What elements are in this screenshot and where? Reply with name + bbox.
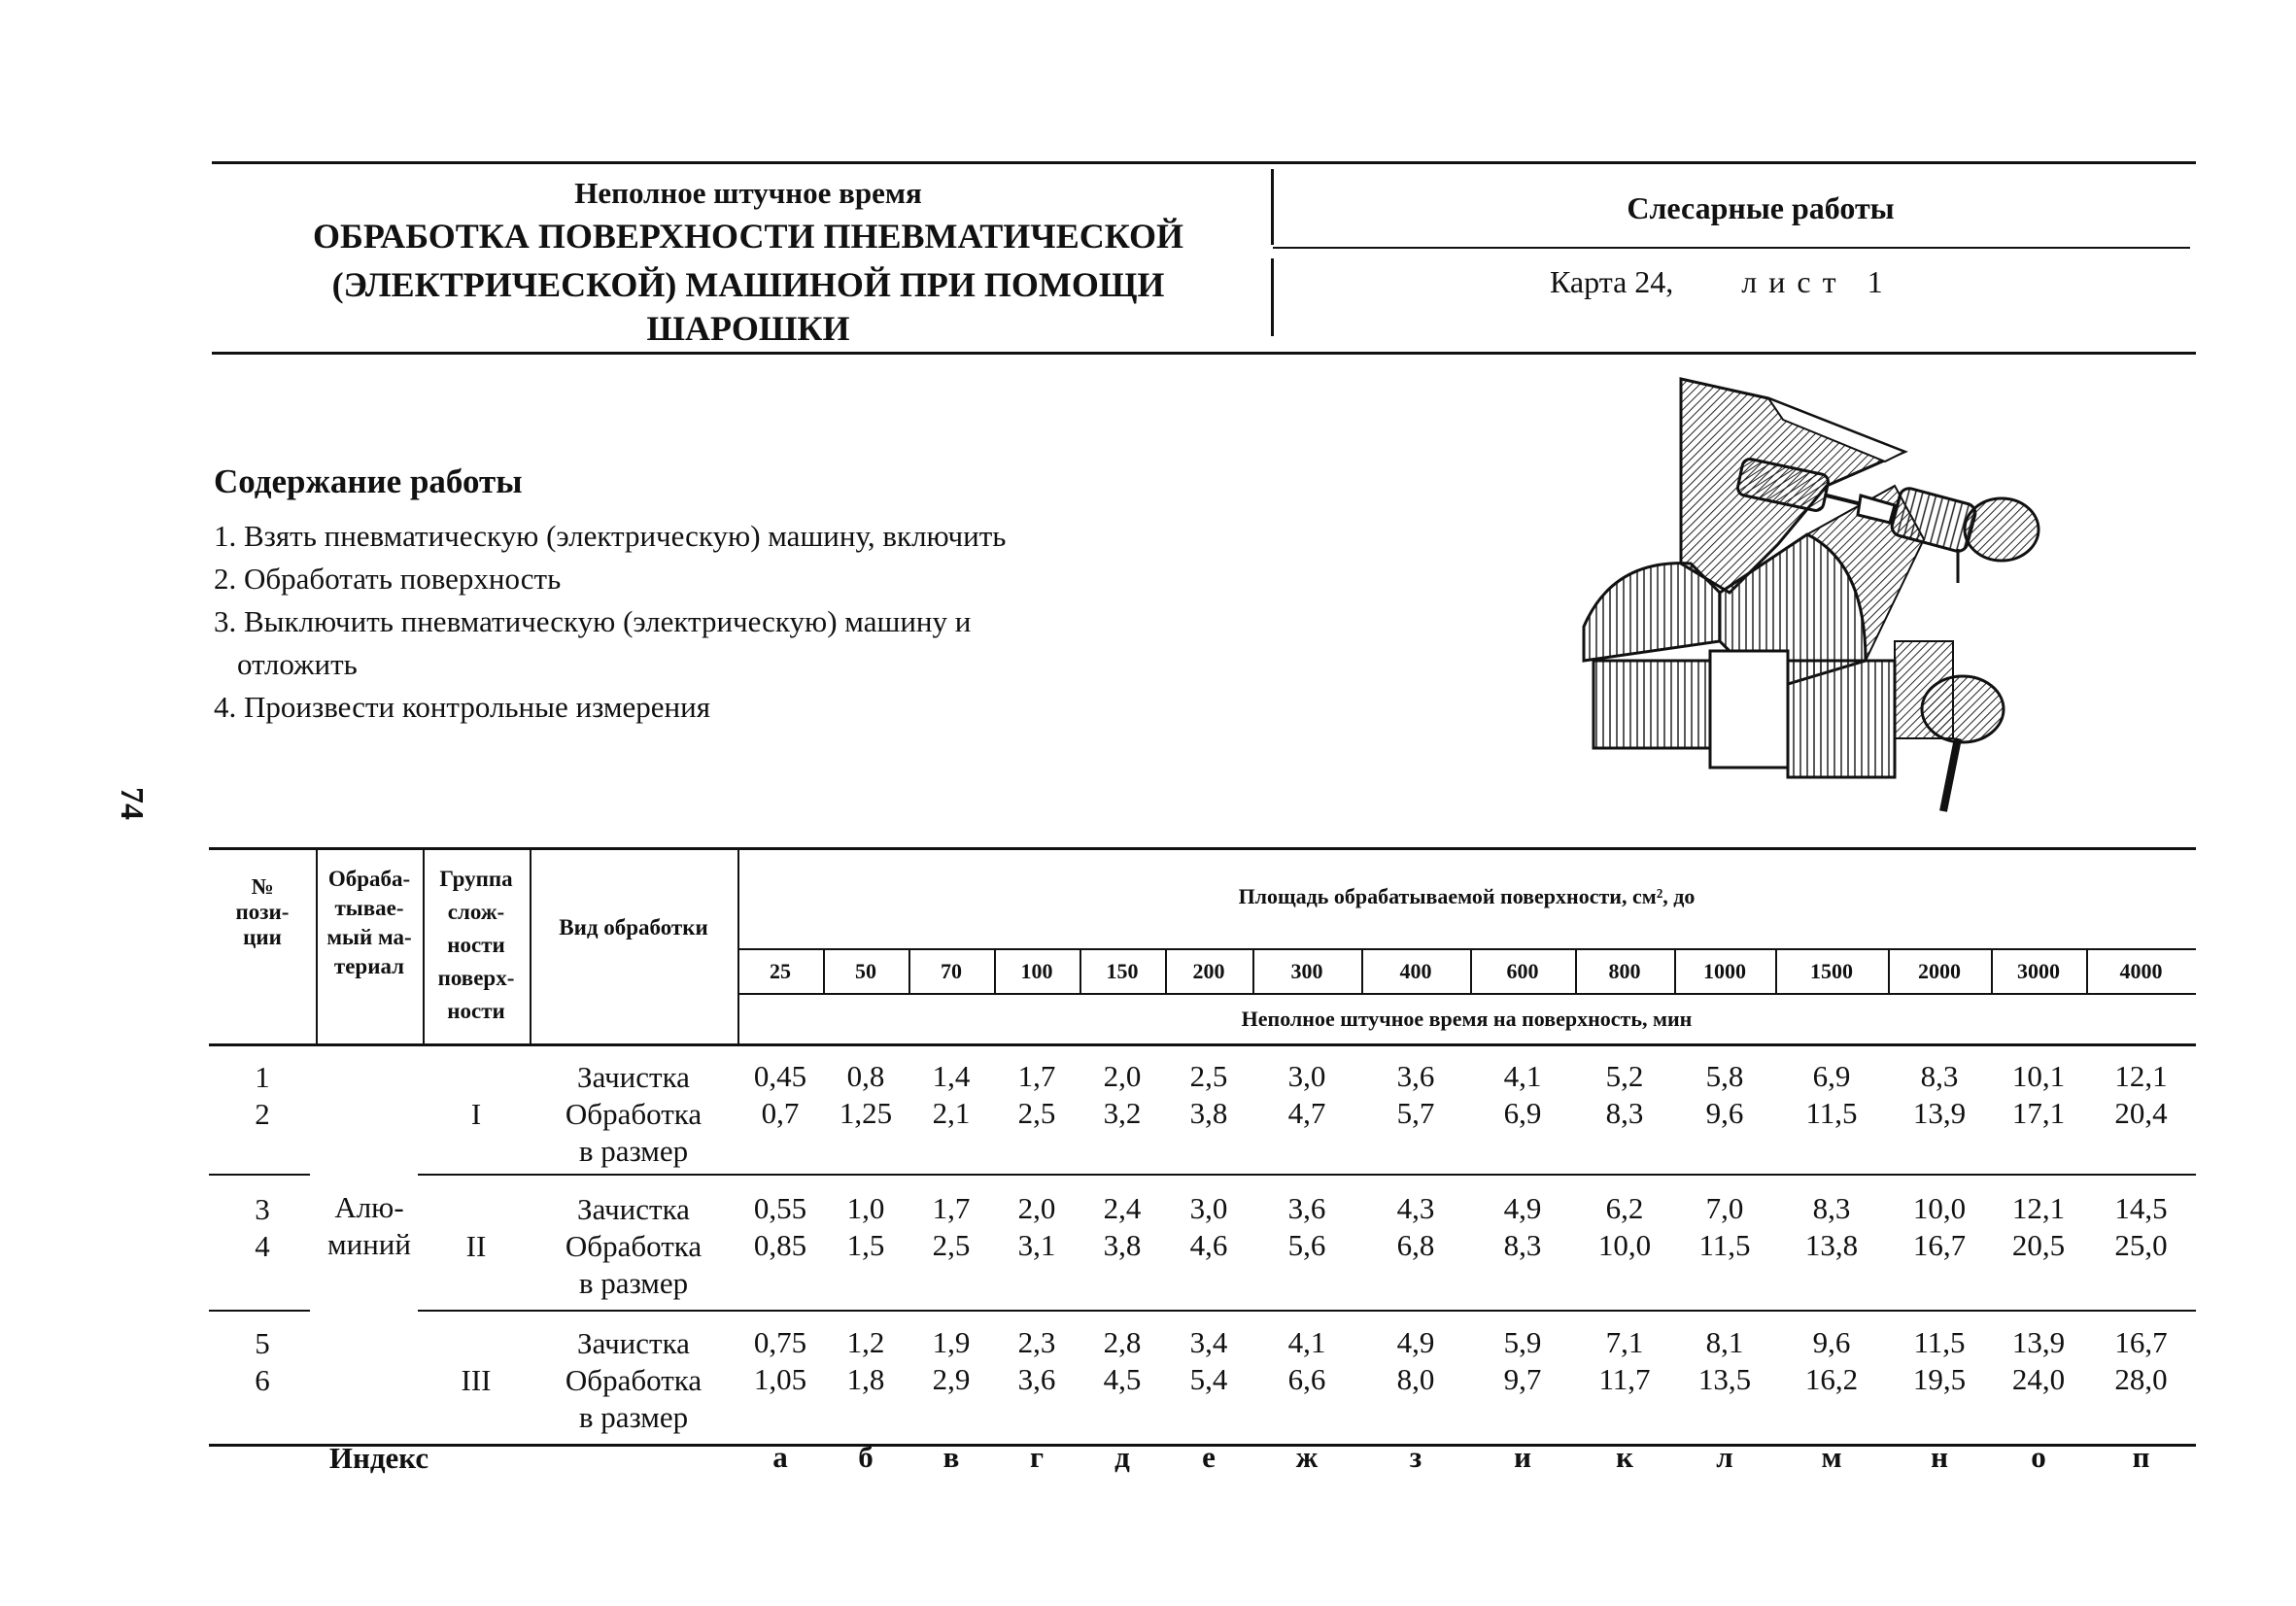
- time-header: Неполное штучное время на поверхность, мин: [1241, 1007, 1693, 1031]
- time-value-cell: 9,6: [1705, 1096, 1744, 1130]
- card-number: Карта 24,: [1550, 264, 1674, 299]
- time-value-cell: 3,6: [1017, 1362, 1056, 1396]
- time-value-cell: 4,1: [1287, 1325, 1326, 1359]
- time-value-cell: 2,8: [1103, 1325, 1142, 1359]
- area-column-divider: [1674, 948, 1676, 995]
- index-letter-cell: в: [942, 1440, 960, 1474]
- time-value-cell: 8,1: [1705, 1325, 1744, 1359]
- complexity-group-label: III: [461, 1363, 492, 1397]
- header-bottom-rule: [212, 352, 2196, 355]
- header-title-line-3: ШАРОШКИ: [646, 309, 850, 348]
- area-column-divider: [1361, 948, 1363, 995]
- group-2-rule-left: [209, 1310, 310, 1312]
- time-value-cell: 6,9: [1812, 1059, 1851, 1093]
- area-column-divider: [1079, 948, 1081, 995]
- time-value-cell: 3,2: [1103, 1096, 1142, 1130]
- group-header-line: ности: [447, 933, 505, 957]
- time-value-cell: 6,8: [1396, 1228, 1435, 1262]
- position-header-line: ции: [243, 925, 282, 949]
- area-value-cell: 150: [1106, 959, 1139, 983]
- time-value-cell: 4,7: [1287, 1096, 1326, 1130]
- card-label: [1550, 264, 1895, 300]
- time-value-cell: 5,2: [1605, 1059, 1644, 1093]
- time-value-cell: 16,7: [2114, 1325, 2168, 1359]
- area-value-cell: 600: [1506, 959, 1539, 983]
- time-value-cell: 12,1: [2011, 1191, 2066, 1225]
- time-value-cell: 4,6: [1189, 1228, 1228, 1262]
- header-title-line-2: (ЭЛЕКТРИЧЕСКОЙ) МАШИНОЙ ПРИ ПОМОЩИ: [331, 265, 1165, 304]
- time-value-cell: 4,1: [1503, 1059, 1542, 1093]
- time-value-cell: 20,4: [2114, 1096, 2168, 1130]
- area-value-cell: 2000: [1918, 959, 1961, 983]
- index-letter-cell: ж: [1295, 1440, 1319, 1474]
- index-letter-cell: о: [2031, 1440, 2046, 1474]
- processing-kind-label: в размер: [578, 1400, 689, 1434]
- time-value-cell: 2,0: [1103, 1059, 1142, 1093]
- time-value-cell: 19,5: [1912, 1362, 1967, 1396]
- time-value-cell: 2,9: [932, 1362, 971, 1396]
- index-label: Индекс: [328, 1441, 429, 1475]
- time-value-cell: 1,8: [846, 1362, 885, 1396]
- grinder-on-vise-drawing-icon: [1574, 369, 2060, 816]
- time-value-cell: 25,0: [2114, 1228, 2168, 1262]
- material-header-line: Обраба-: [327, 867, 411, 891]
- time-value-cell: 10,0: [1912, 1191, 1967, 1225]
- time-value-cell: 9,6: [1812, 1325, 1851, 1359]
- time-value-cell: 2,3: [1017, 1325, 1056, 1359]
- processing-kind-label: Обработка: [565, 1097, 703, 1131]
- area-value-cell: 400: [1399, 959, 1432, 983]
- area-value-cell: 1000: [1703, 959, 1746, 983]
- top-rule: [212, 161, 2196, 164]
- time-value-cell: 11,5: [1805, 1096, 1858, 1130]
- area-column-divider: [1575, 948, 1577, 995]
- index-letter-cell: б: [858, 1440, 874, 1474]
- area-value-cell: 200: [1192, 959, 1225, 983]
- processing-kind-label: Обработка: [565, 1363, 703, 1397]
- area-header: Площадь обрабатываемой поверхности, см², до: [1238, 884, 1696, 908]
- time-value-cell: 0,85: [753, 1228, 807, 1262]
- area-value-cell: 100: [1020, 959, 1053, 983]
- time-value-cell: 4,3: [1396, 1191, 1435, 1225]
- time-value-cell: 11,5: [1913, 1325, 1966, 1359]
- area-value-cell: 300: [1290, 959, 1323, 983]
- area-value-cell: 50: [855, 959, 876, 983]
- area-column-divider: [823, 948, 825, 995]
- time-value-cell: 5,4: [1189, 1362, 1228, 1396]
- time-value-cell: 13,8: [1804, 1228, 1859, 1262]
- time-value-cell: 11,7: [1598, 1362, 1651, 1396]
- time-value-cell: 2,4: [1103, 1191, 1142, 1225]
- header-vline-3: [530, 847, 531, 1043]
- processing-kind-label: Зачистка: [577, 1326, 690, 1360]
- index-letter-cell: г: [1029, 1440, 1045, 1474]
- position-header-line: пози-: [235, 900, 290, 924]
- time-value-cell: 28,0: [2114, 1362, 2168, 1396]
- content-title: Содержание работы: [214, 462, 523, 500]
- time-value-cell: 2,1: [932, 1096, 971, 1130]
- area-value-cell: 800: [1608, 959, 1641, 983]
- area-column-divider: [908, 948, 910, 995]
- time-value-cell: 1,5: [846, 1228, 885, 1262]
- position-number: 3: [255, 1192, 270, 1226]
- time-value-cell: 6,6: [1287, 1362, 1326, 1396]
- time-value-cell: 3,1: [1017, 1228, 1056, 1262]
- time-value-cell: 13,5: [1697, 1362, 1752, 1396]
- time-value-cell: 3,8: [1189, 1096, 1228, 1130]
- time-value-cell: 8,3: [1605, 1096, 1644, 1130]
- group-header-line: слож-: [447, 900, 505, 924]
- section-title: Слесарные работы: [1627, 190, 1895, 225]
- time-value-cell: 5,7: [1396, 1096, 1435, 1130]
- complexity-group-label: II: [465, 1229, 487, 1263]
- time-norms-table: [209, 847, 2196, 1475]
- page-number: 74: [114, 787, 150, 820]
- time-value-cell: 4,9: [1503, 1191, 1542, 1225]
- area-column-divider: [1775, 948, 1777, 995]
- time-value-cell: 5,6: [1287, 1228, 1326, 1262]
- group-1-rule-right: [418, 1174, 2196, 1176]
- processing-kind-label: Обработка: [565, 1229, 703, 1263]
- time-value-cell: 6,2: [1605, 1191, 1644, 1225]
- position-header-line: №: [251, 874, 274, 899]
- time-value-cell: 5,9: [1503, 1325, 1542, 1359]
- group-header-line: поверх-: [437, 966, 515, 990]
- complexity-group-label: I: [470, 1097, 482, 1131]
- material-header-line: мый ма-: [326, 925, 412, 949]
- area-value-cell: 70: [941, 959, 962, 983]
- material-header-line: териал: [333, 954, 405, 978]
- time-value-cell: 24,0: [2011, 1362, 2066, 1396]
- time-value-cell: 7,0: [1705, 1191, 1744, 1225]
- time-value-cell: 1,4: [932, 1059, 971, 1093]
- index-letter-cell: з: [1409, 1440, 1422, 1474]
- position-number: 2: [255, 1097, 270, 1131]
- time-value-cell: 1,7: [932, 1191, 971, 1225]
- document-header: [214, 175, 1283, 348]
- time-value-cell: 6,9: [1503, 1096, 1542, 1130]
- time-value-cell: 5,8: [1705, 1059, 1744, 1093]
- index-letter-cell: е: [1202, 1440, 1216, 1474]
- header-bottom-rule: [209, 1043, 2196, 1046]
- area-value-cell: 25: [770, 959, 791, 983]
- time-value-cell: 0,8: [846, 1059, 885, 1093]
- area-column-divider: [2086, 948, 2088, 995]
- index-letter-cell: л: [1716, 1440, 1733, 1474]
- index-letter-cell: а: [772, 1440, 788, 1474]
- material-header-line: тывае-: [334, 896, 404, 920]
- material-header: [316, 865, 423, 981]
- processing-kind-label: Зачистка: [577, 1060, 690, 1094]
- index-letter-cell: и: [1514, 1440, 1531, 1474]
- time-value-cell: 0,55: [753, 1191, 807, 1225]
- time-value-cell: 8,0: [1396, 1362, 1435, 1396]
- time-value-cell: 16,2: [1804, 1362, 1859, 1396]
- time-value-cell: 1,7: [1017, 1059, 1056, 1093]
- time-value-cell: 10,1: [2011, 1059, 2066, 1093]
- group-1-rule-left: [209, 1174, 310, 1176]
- material-label-line: миний: [327, 1227, 411, 1261]
- time-value-cell: 9,7: [1503, 1362, 1542, 1396]
- group-header: [423, 863, 530, 1028]
- position-number: 5: [255, 1326, 270, 1360]
- time-value-cell: 3,0: [1189, 1191, 1228, 1225]
- area-column-divider: [1888, 948, 1890, 995]
- time-value-cell: 0,7: [761, 1096, 800, 1130]
- position-header: [209, 874, 316, 950]
- step-1: 1. Взять пневматическую (электрическую) машину, включить: [214, 519, 1007, 553]
- time-value-cell: 1,2: [846, 1325, 885, 1359]
- index-letter-cell: д: [1114, 1440, 1130, 1474]
- step-4: 4. Произвести контрольные измерения: [214, 690, 710, 724]
- content-steps: [214, 515, 1006, 729]
- time-value-cell: 8,3: [1920, 1059, 1959, 1093]
- area-column-divider: [1165, 948, 1167, 995]
- area-header-rule: [737, 948, 2196, 950]
- area-column-divider: [1470, 948, 1472, 995]
- time-value-cell: 12,1: [2114, 1059, 2168, 1093]
- step-3-continuation: отложить: [237, 647, 358, 681]
- time-value-cell: 3,8: [1103, 1228, 1142, 1262]
- sheet-number: лист 1: [1741, 264, 1895, 299]
- time-value-cell: 20,5: [2011, 1228, 2066, 1262]
- position-number: 6: [255, 1363, 270, 1397]
- area-column-divider: [1991, 948, 1993, 995]
- time-value-cell: 3,4: [1189, 1325, 1228, 1359]
- time-value-cell: 14,5: [2114, 1191, 2168, 1225]
- table-top-rule: [209, 847, 2196, 850]
- time-value-cell: 17,1: [2011, 1096, 2066, 1130]
- area-value-cell: 3000: [2017, 959, 2060, 983]
- time-value-cell: 13,9: [1912, 1096, 1967, 1130]
- group-2-rule-right: [418, 1310, 2196, 1312]
- time-value-cell: 1,9: [932, 1325, 971, 1359]
- time-value-cell: 0,45: [753, 1059, 807, 1093]
- area-column-divider: [994, 948, 996, 995]
- position-number: 1: [255, 1060, 270, 1094]
- header-right-rule: [1273, 247, 2190, 249]
- group-header-line: ности: [447, 999, 505, 1023]
- time-value-cell: 16,7: [1912, 1228, 1967, 1262]
- area-value-cell: 1500: [1810, 959, 1853, 983]
- group-header-line: Группа: [439, 867, 513, 891]
- position-number: 4: [255, 1229, 270, 1263]
- material-label: [316, 1189, 423, 1263]
- processing-kind-label: в размер: [578, 1266, 689, 1300]
- time-value-cell: 3,0: [1287, 1059, 1326, 1093]
- time-value-cell: 2,0: [1017, 1191, 1056, 1225]
- time-value-cell: 4,9: [1396, 1325, 1435, 1359]
- processing-kind-label: в размер: [578, 1134, 689, 1168]
- time-value-cell: 4,5: [1103, 1362, 1142, 1396]
- time-value-cell: 1,25: [839, 1096, 893, 1130]
- time-value-cell: 13,9: [2011, 1325, 2066, 1359]
- time-value-cell: 2,5: [1189, 1059, 1228, 1093]
- index-letter-cell: н: [1931, 1440, 1948, 1474]
- time-value-cell: 8,3: [1503, 1228, 1542, 1262]
- area-value-cell: 4000: [2119, 959, 2163, 983]
- time-value-cell: 3,6: [1396, 1059, 1435, 1093]
- kind-header: Вид обработки: [559, 915, 708, 940]
- time-value-cell: 3,6: [1287, 1191, 1326, 1225]
- time-value-cell: 0,75: [753, 1325, 807, 1359]
- step-3: 3. Выключить пневматическую (электрическую) машину и: [214, 604, 972, 638]
- processing-kind-label: Зачистка: [577, 1192, 690, 1226]
- header-title-line-1: ОБРАБОТКА ПОВЕРХНОСТИ ПНЕВМАТИЧЕСКОЙ: [313, 217, 1183, 256]
- index-letter-cell: п: [2132, 1440, 2150, 1474]
- time-value-cell: 7,1: [1605, 1325, 1644, 1359]
- time-value-cell: 11,5: [1698, 1228, 1751, 1262]
- step-2: 2. Обработать поверхность: [214, 562, 562, 596]
- index-letter-cell: к: [1616, 1440, 1633, 1474]
- area-column-divider: [1252, 948, 1254, 995]
- time-value-cell: 8,3: [1812, 1191, 1851, 1225]
- time-value-cell: 2,5: [1017, 1096, 1056, 1130]
- material-label-line: Алю-: [334, 1190, 404, 1224]
- time-value-cell: 1,0: [846, 1191, 885, 1225]
- index-letter-cell: м: [1821, 1440, 1842, 1474]
- area-values-rule: [737, 993, 2196, 995]
- time-value-cell: 10,0: [1597, 1228, 1652, 1262]
- time-value-cell: 1,05: [753, 1362, 807, 1396]
- time-value-cell: 2,5: [932, 1228, 971, 1262]
- header-subtitle: Неполное штучное время: [574, 176, 922, 210]
